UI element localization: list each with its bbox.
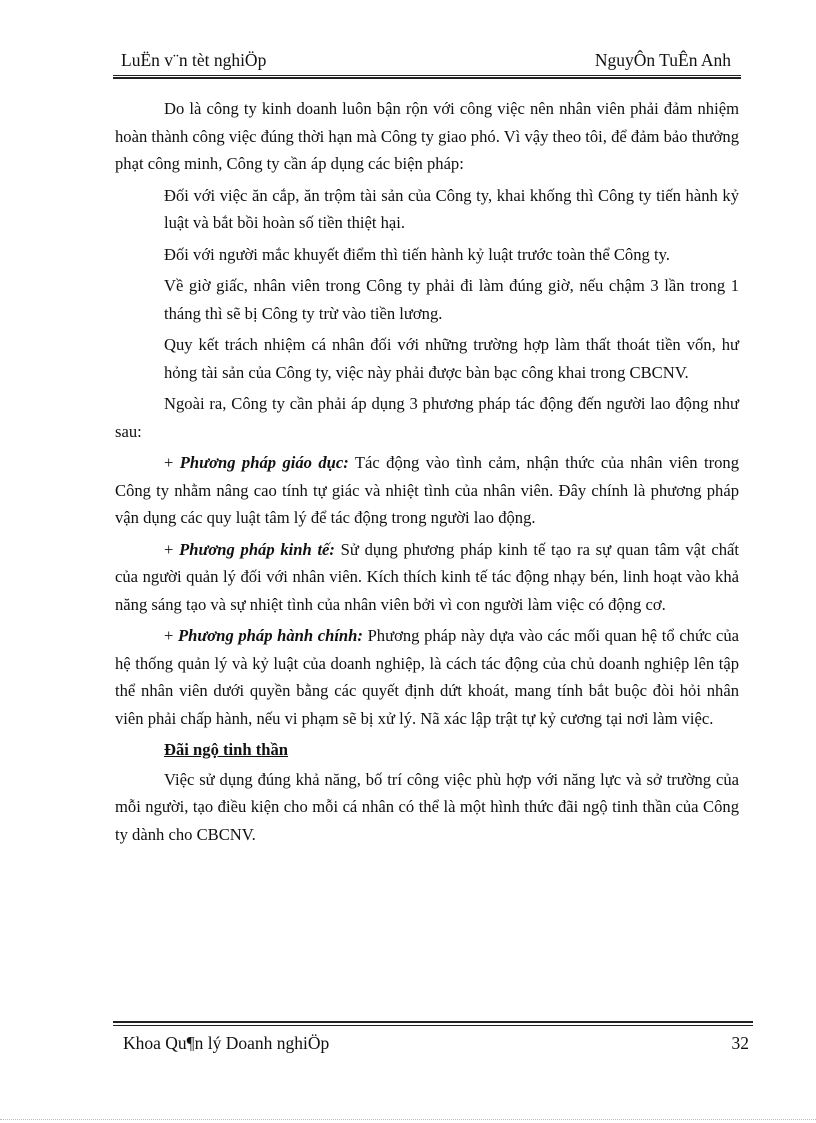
page-footer bbox=[113, 1021, 753, 1061]
closing-paragraph: Việc sử dụng đúng khả năng, bố trí công việc phù hợp với năng lực và sở trường của mỗi người, tạo điều kiện cho mỗi cá nhân có thể là một hình thức đãi ngộ tinh thần của Công ty dành cho CBCNV. bbox=[115, 769, 739, 844]
measure-item-faults: Đối với người mắc khuyết điểm thì tiến hành kỷ luật trước toàn thể Công ty. bbox=[164, 244, 670, 264]
method-administrative: + Phương pháp hành chính: Phương pháp này dựa vào các mối quan hệ tổ chức của hệ thống quản lý và kỷ luật của doanh nghiệp, là cách tác động của chủ doanh nghiệp lên tập thể nhân viên dưới quyền bằng các quyết định dứt khoát, mang tính bắt buộc đòi hỏi nhân viên phải chấp hành, nếu vi phạm sẽ bị xử lý. Nã xác lập trật tự kỷ cương tại nơi làm việc. bbox=[115, 626, 739, 728]
footer-rule-thin bbox=[113, 1025, 753, 1026]
methods-intro-paragraph: Ngoài ra, Công ty cần phải áp dụng 3 phương pháp tác động đến người lao động như sau: bbox=[115, 394, 739, 441]
method-education: + Phương pháp giáo dục: Tác động vào tình cảm, nhận thức của nhân viên trong Công ty nhằm nâng cao tính tự giác và nhiệt tình của nhân viên. Đây chính là phương pháp vận dụng các quy luật tâm lý để tác động trong người lao động. bbox=[115, 453, 739, 527]
measure-item-responsibility: Quy kết trách nhiệm cá nhân đối với những trường hợp làm thất thoát tiền vốn, hư hỏng tài sản của Công ty, việc này phải được bàn bạc công khai trong CBCNV. bbox=[164, 335, 739, 382]
header-thesis-title: LuËn v¨n tèt nghiÖp bbox=[121, 50, 267, 70]
method-education-label: Phương pháp giáo dục: bbox=[179, 453, 349, 472]
method-economic: + Phương pháp kinh tế: Sử dụng phương pháp kinh tế tạo ra sự quan tâm vật chất của người quản lý đối với nhân viên. Kích thích kinh tế tác động nhạy bén, linh hoạt vào khả năng sáng tạo và sự nhiệt tình của nhân viên bởi vì con người làm việc có động cơ. bbox=[115, 539, 739, 614]
method-education-text: Tác động vào tình cảm, nhận thức của nhân viên trong Công ty nhằm nâng cao tính tự giác và nhiệt tình của nhân viên. Đây chính là phương pháp vận dụng các quy luật tâm lý để tác động trong người lao động. bbox=[115, 453, 739, 527]
method-economic-label: Phương pháp kinh tế: bbox=[179, 539, 335, 559]
intro-paragraph: Do là công ty kinh doanh luôn bận rộn với công việc nên nhân viên phải đảm nhiệm hoàn thành công việc đúng thời hạn mà Công ty giao phó. Vì vậy theo tôi, để đảm bảo thưởng phạt công minh, Công ty cần áp dụng các biện pháp: bbox=[115, 99, 739, 173]
page-header bbox=[113, 46, 741, 76]
method-administrative-label: Phương pháp hành chính: bbox=[178, 626, 363, 645]
header-rule-thick bbox=[113, 77, 741, 79]
measure-item-theft: Đối với việc ăn cắp, ăn trộm tài sản của Công ty, khai khống thì Công ty tiến hành kỷ luật và bắt bồi hoàn số tiền thiệt hại. bbox=[164, 185, 739, 232]
footer-faculty: Khoa Qu¶n lý Doanh nghiÖp bbox=[123, 1033, 330, 1053]
page-number: 32 bbox=[731, 1033, 749, 1053]
footer-rule-thick bbox=[113, 1021, 753, 1023]
measure-item-punctuality: Về giờ giấc, nhân viên trong Công ty phải đi làm đúng giờ, nếu chậm 3 lần trong 1 tháng thì sẽ bị Công ty trừ vào tiền lương. bbox=[164, 276, 739, 323]
header-rule-thin bbox=[113, 75, 741, 76]
method-administrative-text: Phương pháp này dựa vào các mối quan hệ tổ chức của hệ thống quản lý và kỷ luật của doanh nghiệp, là cách tác động của chủ doanh nghiệp lên tập thể nhân viên dưới quyền bằng các quyết định dứt khoát, mang tính bắt buộc đòi hỏi nhân viên phải chấp hành, nếu vi phạm sẽ bị xử lý. Nã xác lập trật tự kỷ cương tại nơi làm việc. bbox=[115, 626, 739, 728]
header-author: NguyÔn TuÊn Anh bbox=[594, 50, 731, 70]
page-edge-divider bbox=[0, 1119, 816, 1120]
method-economic-text: Sử dụng phương pháp kinh tế tạo ra sự quan tâm vật chất của người quản lý đối với nhân viên. Kích thích kinh tế tác động nhạy bén, linh hoạt vào khả năng sáng tạo và sự nhiệt tình của nhân viên bởi vì con người làm việc có động cơ. bbox=[115, 539, 739, 614]
section-heading: Đãi ngộ tinh thần bbox=[164, 740, 289, 759]
document-body bbox=[115, 95, 739, 852]
